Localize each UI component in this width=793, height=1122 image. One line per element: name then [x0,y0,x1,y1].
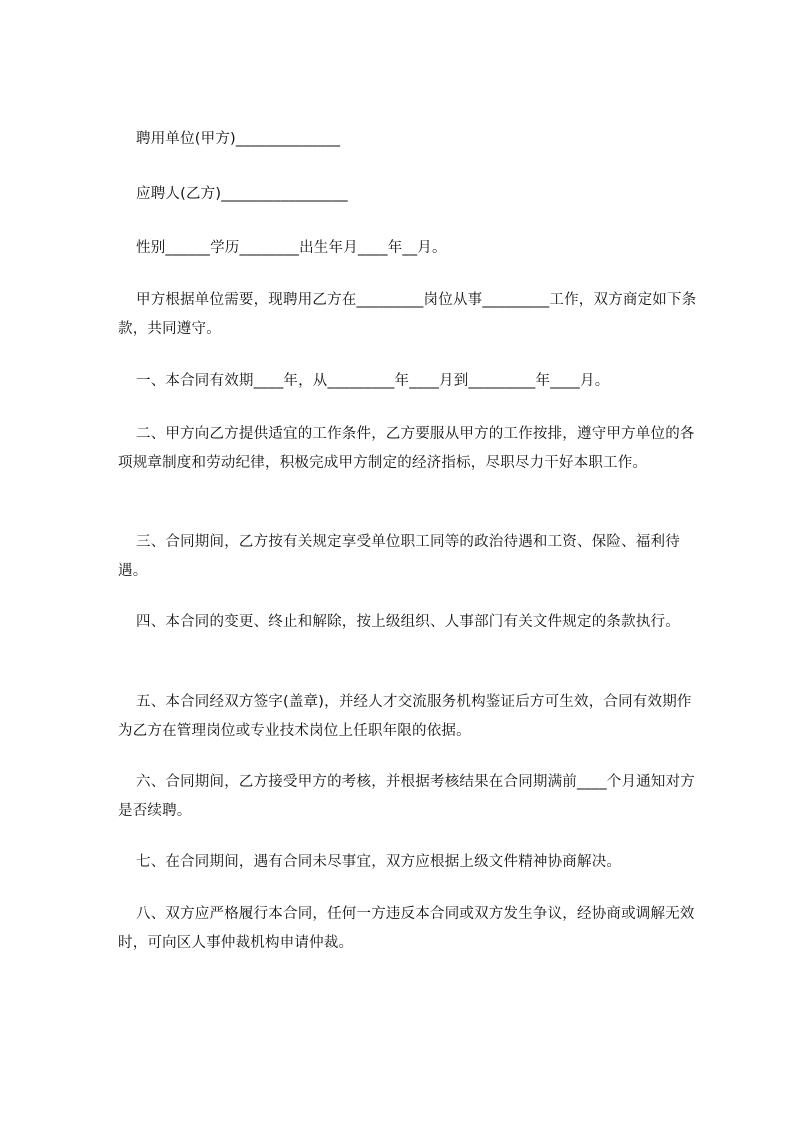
clause-7: 七、在合同期间，遇有合同未尽事宜，双方应根据上级文件精神协商解决。 [136,854,622,870]
clause-5: 五、本合同经双方签字(盖章)，并经人才交流服务机构鉴证后方可生效，合同有效期作为乙方在管理岗位或专业技术岗位上任职年限的依据。 [118,694,692,739]
preamble-paragraph: 甲方根据单位需要，现聘用乙方在_________岗位从事_________工作，双方商定如下条款，共同遵守。 [118,292,697,337]
clause-2: 二、甲方向乙方提供适宜的工作条件，乙方要服从甲方的工作按排，遵守甲方单位的各项规章制度和劳动纪律，积极完成甲方制定的经济指标，尽职尽力干好本职工作。 [118,426,695,471]
clause-3: 三、合同期间，乙方按有关规定享受单位职工同等的政治待遇和工资、保险、福利待遇。 [118,534,680,579]
employee-line: 应聘人(乙方)_________________ [136,186,348,202]
clause-6: 六、合同期间，乙方接受甲方的考核，并根据考核结果在合同期满前____个月通知对方是否续聘。 [118,774,695,819]
employer-line: 聘用单位(甲方)______________ [136,131,341,147]
clause-1: 一、本合同有效期____年，从_________年____月到_________年____月。 [136,373,610,389]
personal-info-line: 性别______学历________出生年月____年__月。 [136,240,447,256]
clause-8: 八、双方应严格履行本合同，任何一方违反本合同或双方发生争议，经协商或调解无效时，可向区人事仲裁机构申请仲裁。 [118,906,695,951]
clause-4: 四、本合同的变更、终止和解除，按上级组织、人事部门有关文件规定的条款执行。 [136,614,680,630]
